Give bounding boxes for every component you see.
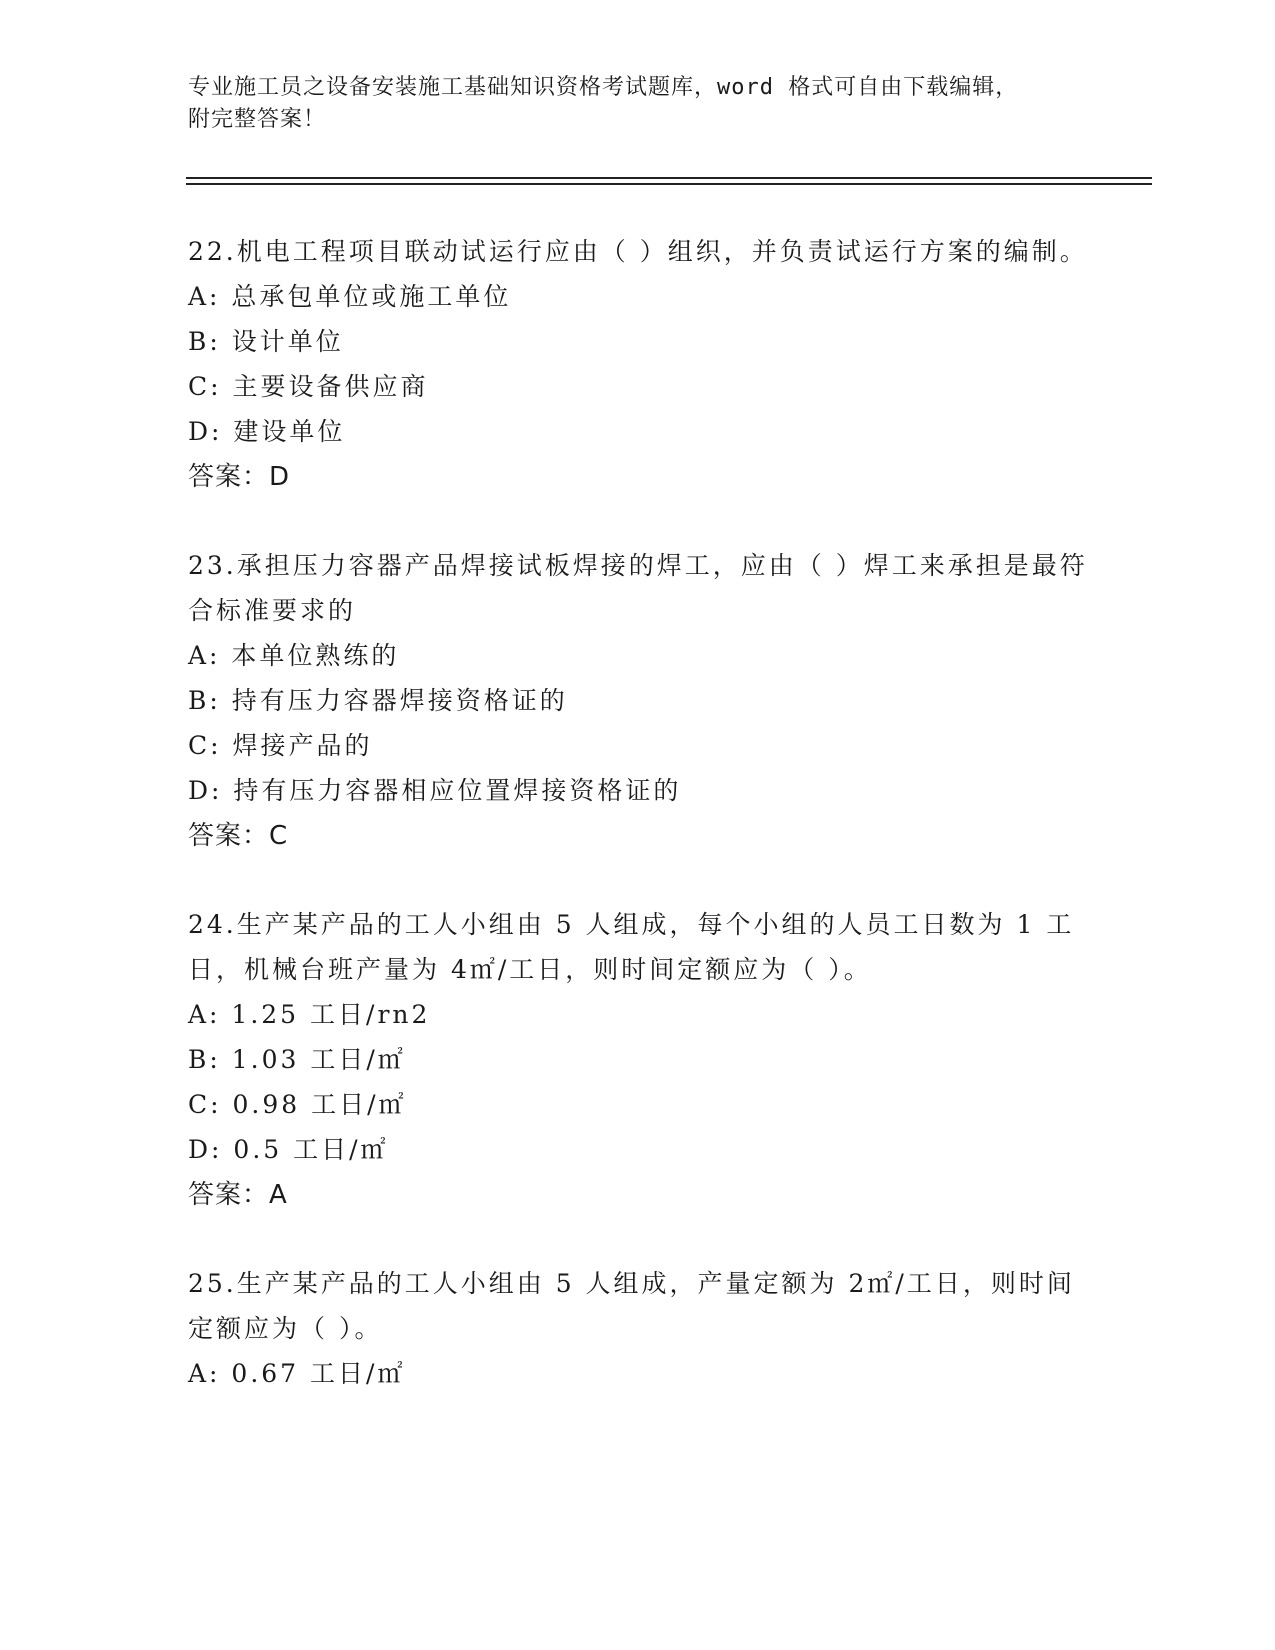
header-divider-bottom — [186, 183, 1152, 185]
answer-line: 答案：D — [188, 462, 291, 492]
question-22 — [188, 229, 1088, 500]
question-list — [188, 229, 1088, 1439]
option-c: C: 主要设备供应商 — [188, 372, 429, 401]
option-b: B: 1.03 工日/㎡ — [188, 1045, 406, 1074]
option-d: D: 持有压力容器相应位置焊接资格证的 — [188, 776, 682, 805]
answer-line: 答案：A — [188, 1180, 288, 1210]
header-line-2: 附完整答案！ — [188, 107, 327, 132]
question-23 — [188, 543, 1088, 859]
question-stem: 24.生产某产品的工人小组由 5 人组成，每个小组的人员工日数为 1 工日，机械台班产量为 4㎡/工日，则时间定额应为（ ）。 — [188, 910, 1075, 984]
option-c: C: 0.98 工日/㎡ — [188, 1090, 407, 1119]
option-b: B: 持有压力容器焊接资格证的 — [188, 686, 568, 715]
question-24 — [188, 902, 1088, 1218]
question-stem: 25.生产某产品的工人小组由 5 人组成，产量定额为 2㎡/工日，则时间定额应为（ ）。 — [188, 1269, 1075, 1343]
option-a: A: 总承包单位或施工单位 — [188, 282, 512, 311]
question-stem: 23.承担压力容器产品焊接试板焊接的焊工，应由（ ）焊工来承担是最符合标准要求的 — [188, 551, 1088, 625]
question-25 — [188, 1261, 1088, 1396]
document-header — [188, 72, 1088, 136]
question-stem: 22.机电工程项目联动试运行应由（ ）组织，并负责试运行方案的编制。 — [188, 237, 1088, 266]
option-a: A: 1.25 工日/rn2 — [188, 1000, 431, 1029]
header-divider-top — [186, 177, 1152, 179]
header-line-1: 专业施工员之设备安装施工基础知识资格考试题库，word 格式可自由下载编辑， — [188, 75, 1019, 100]
option-d: D: 0.5 工日/㎡ — [188, 1135, 389, 1164]
option-a: A: 本单位熟练的 — [188, 641, 400, 670]
option-d: D: 建设单位 — [188, 417, 346, 446]
answer-line: 答案：C — [188, 821, 289, 851]
option-a: A: 0.67 工日/㎡ — [188, 1359, 406, 1388]
option-b: B: 设计单位 — [188, 327, 344, 356]
option-c: C: 焊接产品的 — [188, 731, 373, 760]
